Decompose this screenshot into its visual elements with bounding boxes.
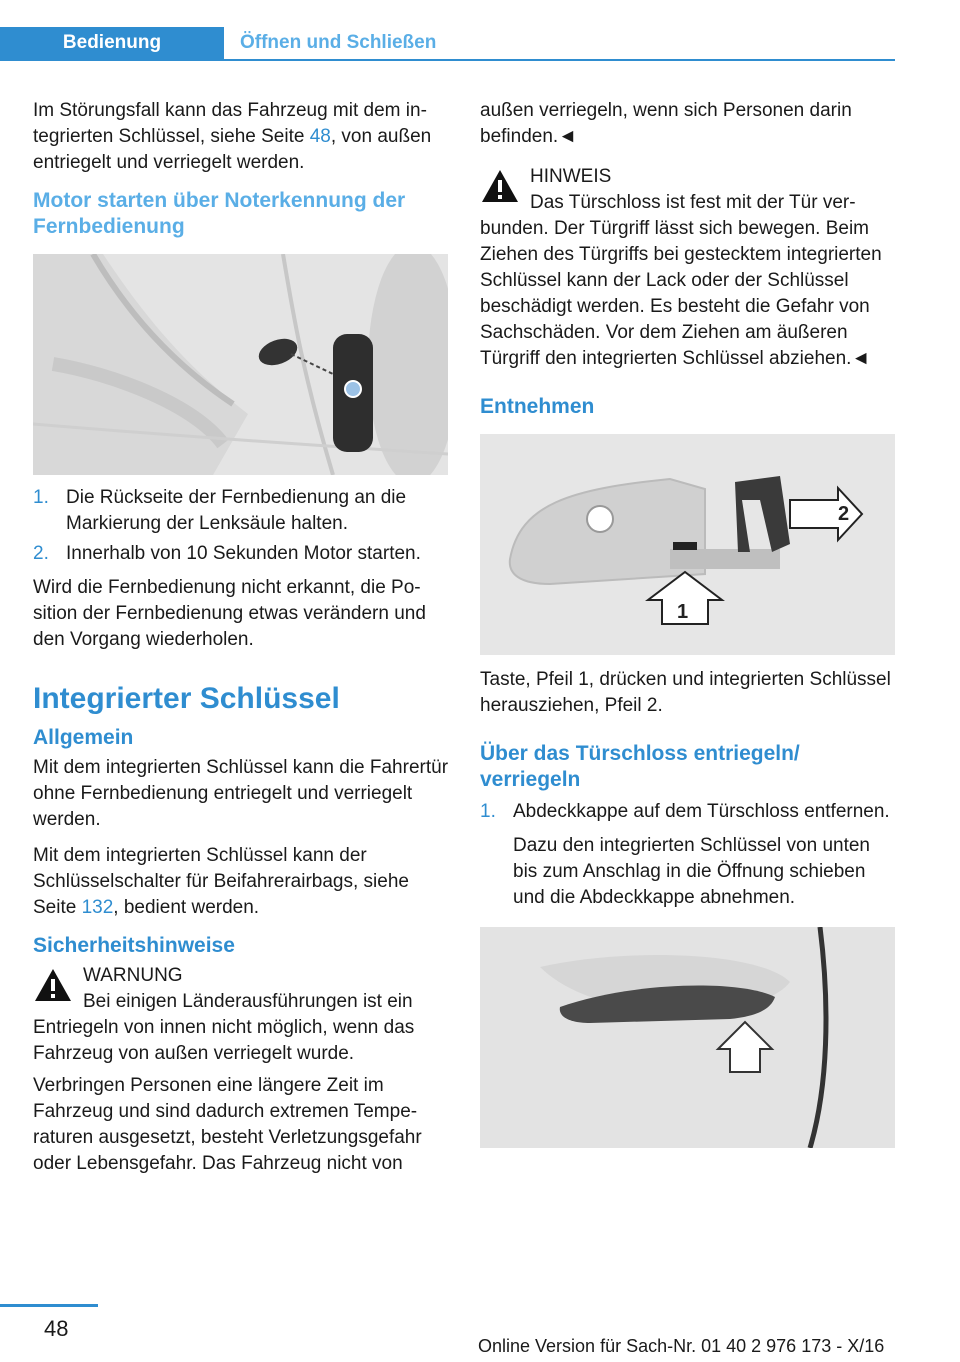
hint-title: HINWEIS (530, 166, 612, 187)
chapter-tab-bar (0, 27, 895, 61)
lock-steps (480, 799, 896, 911)
motor-start-steps (33, 485, 449, 567)
heading-lock: Über das Türschloss entriegeln/ verriegeln (480, 742, 800, 791)
general-paragraph-1: Mit dem integrierten Schlüssel kann die Fahrertür ohne Fernbedienung entriegelt und verriegelt werden. (33, 757, 449, 830)
steering-column-illustration (33, 254, 448, 475)
figure-steering-column (33, 254, 448, 475)
key-removal-illustration (480, 434, 895, 655)
heading-motor-start: Motor starten über Noterkennung der Fernbedienung (33, 189, 406, 238)
section-tab[interactable]: Öffnen und Schließen (240, 32, 437, 53)
warning-body: Bei einigen Länderausführungen ist ein Entriegeln von innen nicht möglich, wenn das Fahrzeug von außen verriegelt wurde. (33, 991, 415, 1064)
header-divider (0, 59, 895, 61)
continued-text: außen verriegeln, wenn sich Personen darin befinden.◄ (480, 100, 852, 147)
heading-integrated-key: Integrierter Schlüssel (33, 682, 340, 715)
svg-text:2: 2 (838, 503, 850, 525)
warning-body-2: Verbringen Personen eine längere Zeit im Fahrzeug und sind dadurch extremen Temperaturen ausgesetzt, besteht Verletzungsgefahr oder Lebensgefahr. Das Fahrzeug nicht von (33, 1075, 422, 1174)
hint-body: Das Türschloss ist fest mit der Tür verbunden. Der Türgriff lässt sich bewegen. Beim Ziehen des Türgriffs bei gestecktem integrierten Schlüssel kann der Lack oder der Schlüssel beschädigt werden. Es besteht die Gefahr von Sachschäden. Vor dem Ziehen am äußeren Türgriff den integrierten Schlüssel abziehen.◄ (480, 192, 882, 369)
figure-door-handle (480, 927, 895, 1148)
svg-text:1: 1 (677, 601, 689, 623)
chapter-tab[interactable]: Bedienung (0, 27, 224, 59)
lock-step-detail: Dazu den integrierten Schlüssel von unten bis zum Anschlag in die Öffnung schieben und die Abdeckkappe abnehmen. (513, 835, 871, 908)
warning-icon (480, 168, 520, 204)
figure-key-removal (480, 434, 895, 655)
step-number: 2. (33, 543, 49, 564)
page-link-132[interactable]: 132 (81, 897, 114, 918)
step-number: 1. (480, 801, 496, 822)
page-link-48[interactable]: 48 (309, 126, 331, 147)
warning-title: WARNUNG (83, 965, 183, 986)
general-paragraph-2: Mit dem integrierten Schlüssel kann der Schlüsselschalter für Beifahrerairbags, siehe Seite 132, bedient werden. (33, 845, 409, 918)
door-handle-illustration (480, 927, 895, 1148)
not-recognized-paragraph: Wird die Fernbedienung nicht erkannt, die Position der Fernbedienung etwas verändern und den Vorgang wiederholen. (33, 577, 426, 650)
warning-icon (33, 967, 73, 1003)
hint-notice (480, 164, 896, 372)
heading-safety: Sicherheitshinweise (33, 934, 235, 957)
warning-notice (33, 963, 449, 1067)
online-version-text: Online Version für Sach-Nr. 01 40 2 976 173 - X/16 (478, 1336, 885, 1356)
step-number: 1. (33, 487, 49, 508)
list-item: 1. Die Rückseite der Fernbedienung an die Markierung der Lenksäule halten. (33, 487, 407, 534)
intro-paragraph: Im Störungsfall kann das Fahrzeug mit dem integrierten Schlüssel, siehe Seite 48, von außen entriegelt und verriegelt werden. (33, 100, 432, 173)
heading-remove: Entnehmen (480, 395, 595, 418)
right-column (480, 98, 896, 1148)
heading-general: Allgemein (33, 726, 134, 749)
list-item: 2. Innerhalb von 10 Sekunden Motor starten. (33, 541, 449, 567)
remove-paragraph: Taste, Pfeil 1, drücken und integrierten Schlüssel herausziehen, Pfeil 2. (480, 669, 891, 716)
list-item: 1. Abdeckkappe auf dem Türschloss entfernen. Dazu den integrierten Schlüssel von unten bis zum Anschlag in die Öffnung schieben und die Abdeckkappe abnehmen. (480, 799, 896, 911)
footer-divider (0, 1304, 98, 1307)
page-number: 48 (44, 1316, 69, 1341)
left-column (33, 98, 449, 1187)
